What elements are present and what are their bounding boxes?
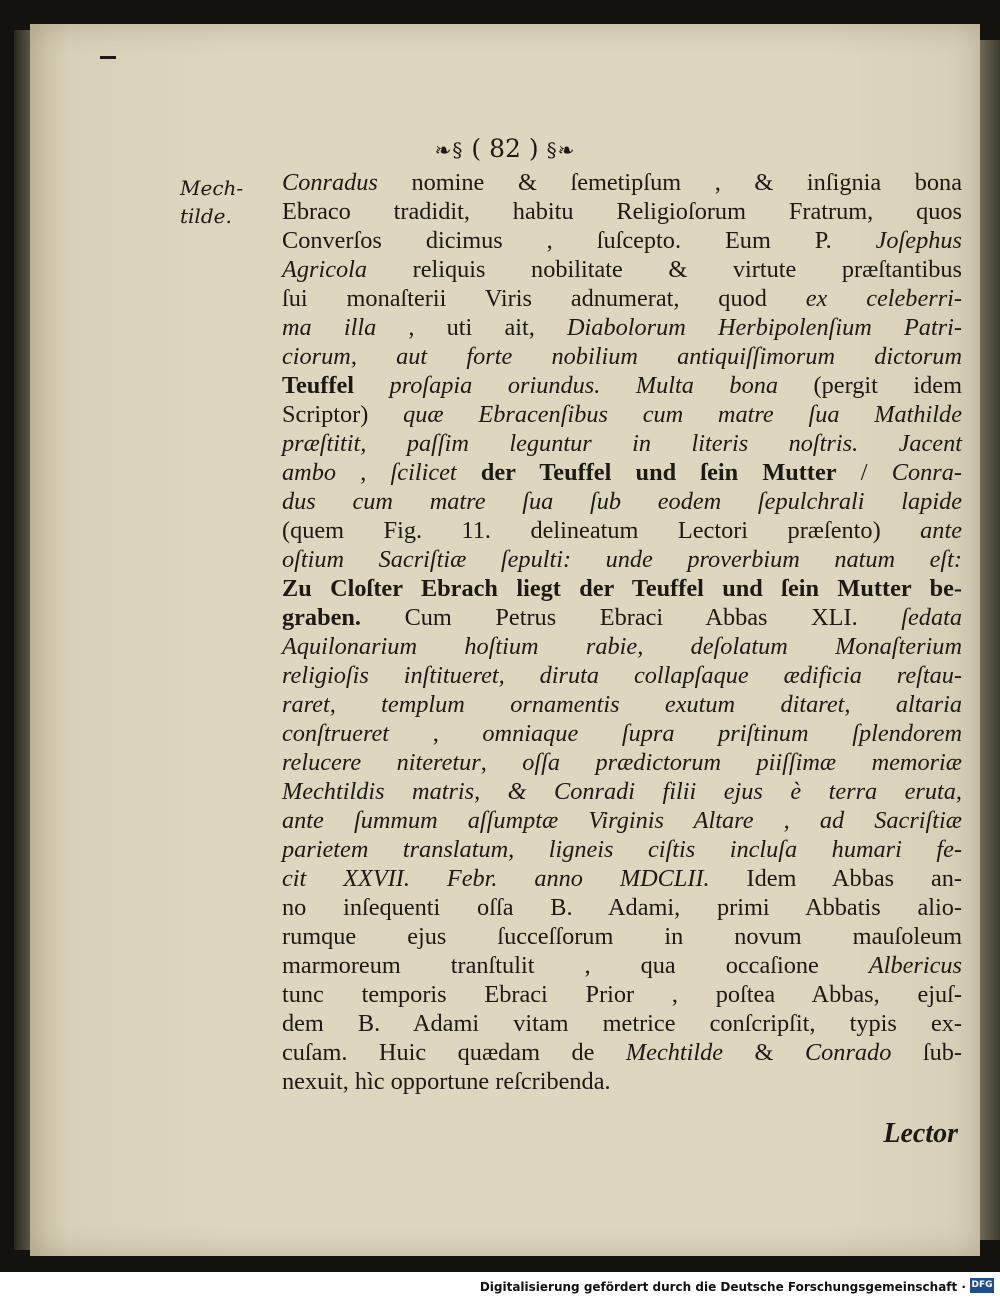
- text-segment: ſcilicet: [390, 459, 457, 486]
- text-segment: oſſa prædictorum piiſſimæ memoriæ: [522, 749, 963, 776]
- text-line: [282, 545, 962, 574]
- text-segment: graben.: [282, 604, 361, 631]
- text-line: [282, 835, 962, 864]
- text-segment: ambo: [282, 459, 336, 486]
- text-line: [282, 951, 962, 980]
- text-segment: Converſos dicimus , ſuſcepto. Eum P.: [282, 227, 876, 254]
- text-segment: Mechtildis matris, & Conradi filii ejus è terra eruta,: [282, 778, 962, 805]
- text-line: [282, 632, 962, 661]
- text-segment: Zu Cloſter Ebrach liegt der Teuffel und ſein Mutter be-: [282, 575, 962, 602]
- text-line: [282, 574, 962, 603]
- text-segment: Albericus: [868, 952, 962, 979]
- text-line: [282, 284, 962, 313]
- text-segment: cit XXVII. Febr. anno MDCLII.: [282, 865, 710, 892]
- margin-note: [180, 174, 243, 230]
- text-line: [282, 342, 962, 371]
- margin-note-line: Mech-: [180, 176, 244, 200]
- text-segment: ſub-: [891, 1039, 962, 1066]
- text-segment: Joſephus: [875, 227, 962, 254]
- text-segment: Ebraco tradidit, habitu Religioſorum Fratrum, quos: [282, 198, 962, 225]
- text-segment: ,: [336, 459, 391, 486]
- text-segment: proſapia oriundus. Multa bona: [389, 372, 779, 399]
- text-segment: Diabolorum Herbipolenſium Patri-: [567, 314, 963, 341]
- text-line: [282, 806, 962, 835]
- text-segment: religioſis inſtitueret, diruta collapſaque ædificia reſtau-: [282, 662, 962, 689]
- text-line: [282, 516, 962, 545]
- catchword: Lector: [883, 1118, 958, 1149]
- footer-credit: Digitalisierung gefördert durch die Deutsche Forschungsgemeinschaft ·: [479, 1280, 966, 1294]
- text-segment: Cum Petrus Ebraci Abbas XLI.: [360, 604, 902, 631]
- text-segment: Conrado: [804, 1039, 892, 1066]
- text-segment: ante: [920, 517, 962, 544]
- text-segment: parietem translatum, ligneis ciſtis incluſa humari fe-: [282, 836, 962, 863]
- text-line: [282, 748, 962, 777]
- text-segment: Conradus: [282, 169, 378, 196]
- text-line: [282, 922, 962, 951]
- text-segment: ex celeberri-: [805, 285, 962, 312]
- text-line: [282, 400, 962, 429]
- text-segment: ciorum, aut forte nobilium antiquiſſimorum dictorum: [282, 343, 962, 370]
- book-spine-edge: [14, 30, 30, 1250]
- text-line: [282, 777, 962, 806]
- text-line: [282, 255, 962, 284]
- text-segment: nomine & ſemetipſum , & inſignia bona: [377, 169, 962, 196]
- text-segment: cuſam. Huic quædam de: [282, 1039, 626, 1066]
- text-line: [282, 690, 962, 719]
- text-segment: (pergit idem: [778, 372, 962, 399]
- text-segment: Conra-: [891, 459, 962, 486]
- text-segment: Teuffel: [282, 372, 354, 399]
- text-segment: Agricola: [282, 256, 368, 283]
- text-segment: ſedata: [901, 604, 962, 631]
- text-line: [282, 893, 962, 922]
- page-fore-edge: [980, 40, 1000, 1240]
- text-segment: relucere niteretur: [282, 749, 481, 776]
- text-segment: altaria: [895, 691, 962, 718]
- text-line: [282, 864, 962, 893]
- text-segment: conſtrueret: [282, 720, 390, 747]
- text-segment: ,: [844, 691, 896, 718]
- text-line: [282, 980, 962, 1009]
- text-segment: Aquilonarium hoſtium rabie, deſolatum Monaſterium: [282, 633, 962, 660]
- ornament-right: §❧: [546, 138, 576, 162]
- text-segment: ,: [480, 749, 523, 776]
- text-line: [282, 197, 962, 226]
- text-segment: præſtitit, paſſim leguntur in literis noſtris. Jacent: [282, 430, 962, 457]
- margin-note-line: tilde.: [180, 204, 232, 228]
- text-line: [282, 429, 962, 458]
- text-segment: ante ſummum aſſumptæ Virginis Altare , ad Sacriſtiæ: [282, 807, 962, 834]
- dfg-logo-icon: DFG: [970, 1278, 994, 1293]
- text-line: [282, 1038, 962, 1067]
- text-line: [282, 313, 962, 342]
- text-segment: &: [723, 1039, 805, 1066]
- text-segment: , uti ait,: [376, 314, 567, 341]
- text-segment: dus cum matre ſua ſub eodem ſepulchrali lapide: [282, 488, 962, 515]
- page-number: ( 82 ): [471, 134, 539, 163]
- text-segment: [354, 372, 390, 399]
- page-header: [30, 134, 980, 163]
- text-segment: nexuit, hìc opportune reſcribenda.: [282, 1068, 611, 1095]
- text-segment: reliquis nobilitate & virtute præſtantibus: [367, 256, 962, 283]
- text-line: [282, 168, 962, 197]
- text-segment: ,: [389, 720, 483, 747]
- text-segment: ma illa: [282, 314, 377, 341]
- text-line: [282, 1067, 962, 1096]
- text-segment: marmoreum tranſtulit , qua occaſione: [282, 952, 869, 979]
- book-page: [30, 24, 980, 1256]
- text-segment: Idem Abbas an-: [709, 865, 963, 892]
- text-segment: der Teuffel und ſein Mutter: [456, 459, 837, 486]
- text-segment: ſui monaſterii Viris adnumerat, quod: [282, 285, 806, 312]
- ornament-left: ❧§: [434, 138, 464, 162]
- text-segment: Mechtilde: [625, 1039, 724, 1066]
- text-segment: oſtium Sacriſtiæ ſepulti: unde proverbium natum eſt:: [282, 546, 962, 573]
- text-line: [282, 458, 962, 487]
- text-segment: Scriptor): [282, 401, 404, 428]
- text-segment: no inſequenti oſſa B. Adami, primi Abbatis alio-: [282, 894, 962, 921]
- footer-bar: [0, 1272, 1000, 1301]
- text-line: [282, 1009, 962, 1038]
- text-segment: tunc temporis Ebraci Prior , poſtea Abbas, ejuſ-: [282, 981, 962, 1008]
- text-line: [282, 226, 962, 255]
- text-segment: omniaque ſupra priſtinum ſplendorem: [482, 720, 962, 747]
- body-text: [282, 168, 962, 1096]
- text-line: [282, 719, 962, 748]
- text-segment: quæ Ebracenſibus cum matre ſua Mathilde: [403, 401, 962, 428]
- text-segment: (quem Fig. 11. delineatum Lectori præſento): [282, 517, 921, 544]
- text-segment: dem B. Adami vitam metrice conſcripſit, typis ex-: [282, 1010, 962, 1037]
- text-line: [282, 661, 962, 690]
- text-line: [282, 603, 962, 632]
- text-line: [282, 487, 962, 516]
- text-segment: raret, templum ornamentis exutum ditaret: [282, 691, 845, 718]
- text-segment: /: [836, 459, 892, 486]
- text-line: [282, 371, 962, 400]
- text-segment: rumque ejus ſucceſſorum in novum mauſoleum: [282, 923, 962, 950]
- page-mark: [100, 56, 116, 59]
